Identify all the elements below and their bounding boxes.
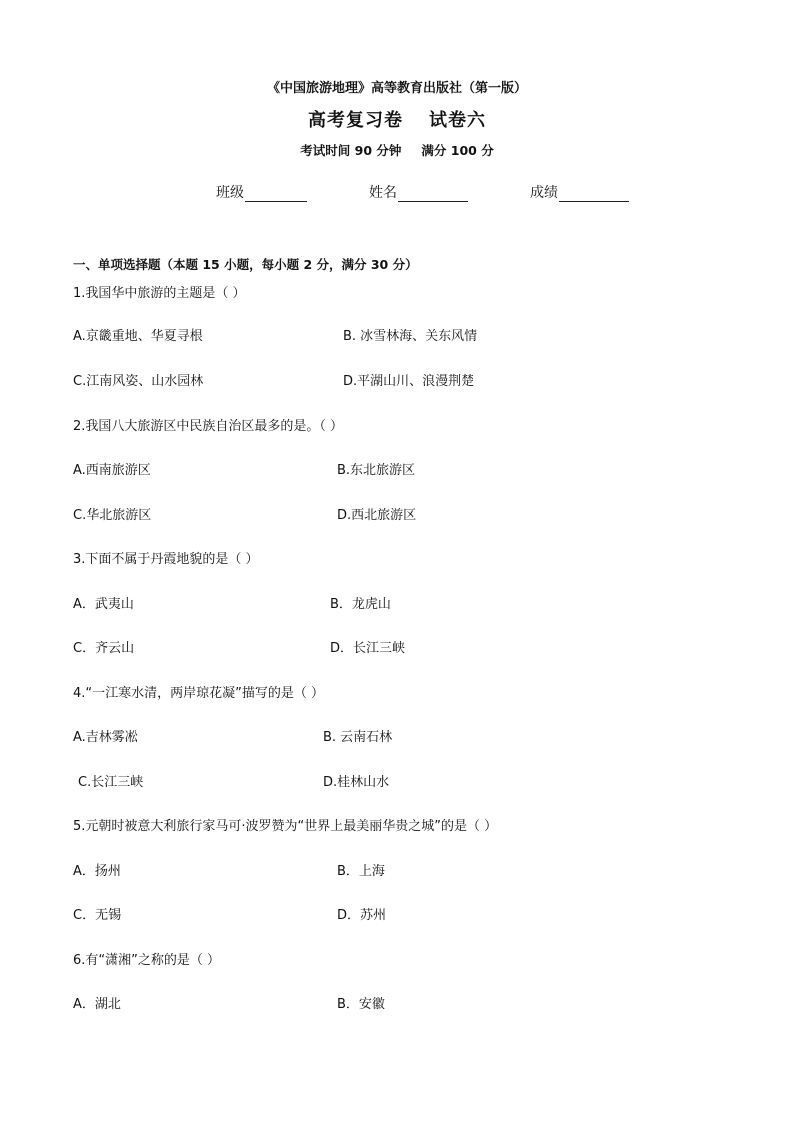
question-stem: 6.有“潇湘”之称的是（ ） xyxy=(73,953,221,968)
option-c: C.华北旅游区 xyxy=(73,508,152,523)
score-blank[interactable] xyxy=(559,187,629,202)
exam-title: 高考复习卷 xyxy=(308,110,403,131)
option-d: D.桂林山水 xyxy=(323,775,390,790)
book-title: 《中国旅游地理》高等教育出版社（第一版） xyxy=(266,81,527,96)
option-b: B. 云南石林 xyxy=(323,730,393,745)
name-blank[interactable] xyxy=(398,187,468,202)
option-c: C.长江三峡 xyxy=(78,775,144,790)
class-field xyxy=(216,182,307,202)
class-blank[interactable] xyxy=(245,187,307,202)
name-label: 姓名 xyxy=(369,185,397,201)
exam-title-line xyxy=(0,106,794,132)
exam-duration: 考试时间 90 分钟 xyxy=(300,143,402,158)
option-a: A.京畿重地、华夏寻根 xyxy=(73,329,203,344)
option-c: C．齐云山 xyxy=(73,641,135,656)
option-c: C.江南风姿、山水园林 xyxy=(73,374,204,389)
question-stem: 4.“一江寒水清，两岸琼花凝”描写的是（ ） xyxy=(73,686,325,701)
option-b: B．安徽 xyxy=(337,997,385,1012)
name-field xyxy=(369,182,468,202)
option-b: B．龙虎山 xyxy=(330,597,391,612)
option-d: D.西北旅游区 xyxy=(337,508,417,523)
option-b: B.东北旅游区 xyxy=(337,463,416,478)
option-b: B. 冰雪林海、关东风情 xyxy=(343,329,478,344)
option-d: D．苏州 xyxy=(337,908,387,923)
option-a: A.西南旅游区 xyxy=(73,463,151,478)
option-a: A．湖北 xyxy=(73,997,121,1012)
question-stem: 1.我国华中旅游的主题是（ ） xyxy=(73,286,246,301)
exam-info-line xyxy=(0,141,794,159)
question-stem: 2.我国八大旅游区中民族自治区最多的是。（ ） xyxy=(73,419,344,434)
section-heading: 一、单项选择题（本题 15 小题，每小题 2 分，满分 30 分） xyxy=(73,257,418,272)
paper-number: 试卷六 xyxy=(429,110,486,131)
option-d: D.平湖山川、浪漫荆楚 xyxy=(343,374,475,389)
class-label: 班级 xyxy=(216,185,244,201)
option-b: B．上海 xyxy=(337,864,385,879)
option-a: A．扬州 xyxy=(73,864,121,879)
exam-full-score: 满分 100 分 xyxy=(421,143,494,158)
question-stem: 5.元朝时被意大利旅行家马可·波罗赞为“世界上最美丽华贵之城”的是（ ） xyxy=(73,819,498,834)
score-field xyxy=(530,182,629,202)
option-c: C．无锡 xyxy=(73,908,122,923)
option-d: D．长江三峡 xyxy=(330,641,406,656)
option-a: A.吉林雾凇 xyxy=(73,730,138,745)
score-label: 成绩 xyxy=(530,185,558,201)
question-stem: 3.下面不属于丹霞地貌的是（ ） xyxy=(73,552,259,567)
option-a: A．武夷山 xyxy=(73,597,134,612)
